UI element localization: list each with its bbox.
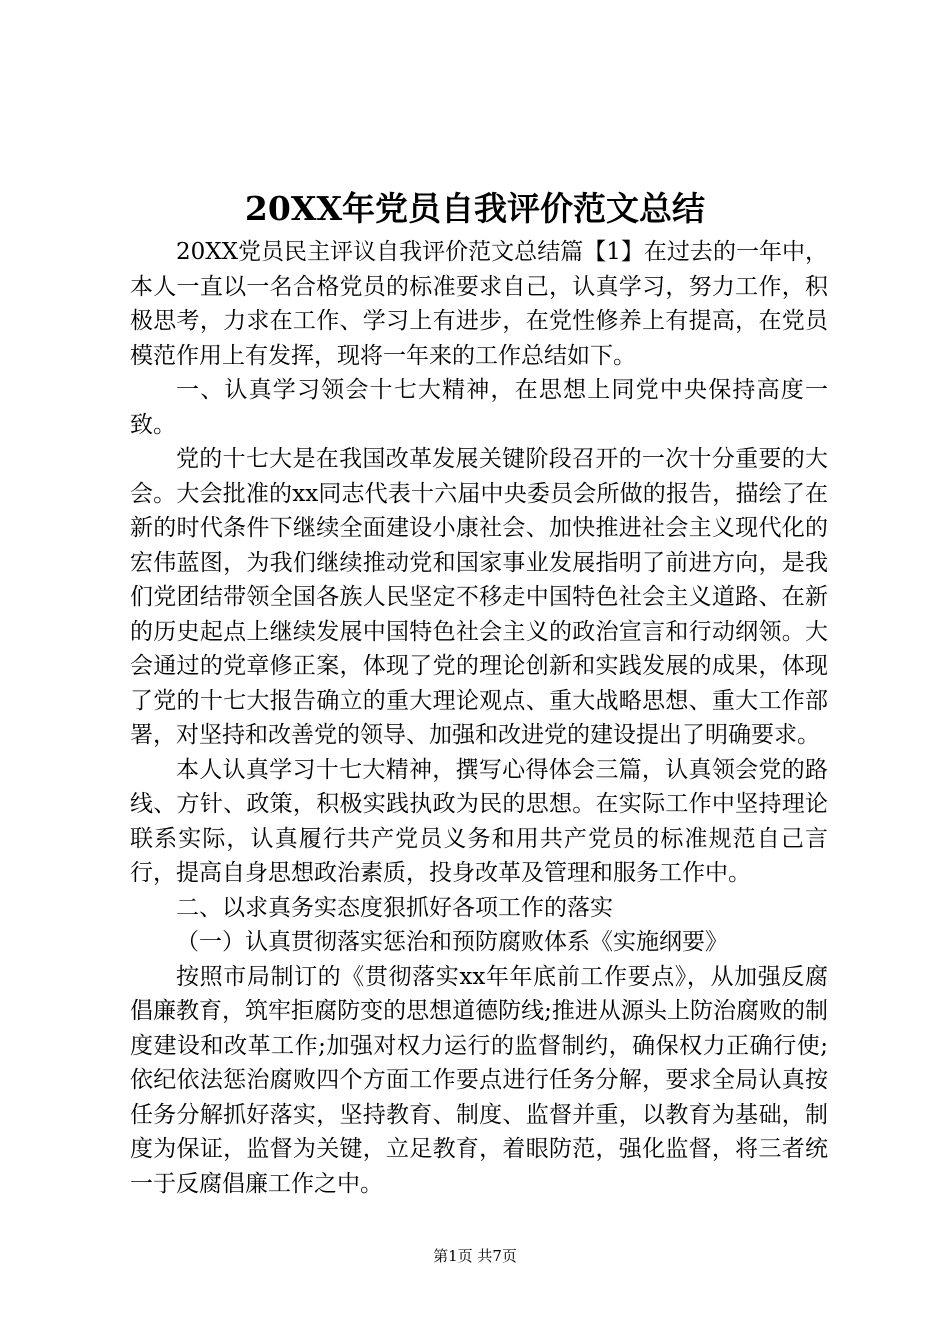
paragraph-heading-1: 一、认真学习领会十七大精神，在思想上同党中央保持高度一致。 bbox=[130, 377, 828, 438]
document-body bbox=[130, 235, 828, 1201]
paragraph-subheading-1: （一）认真贯彻落实惩治和预防腐败体系《实施纲要》 bbox=[176, 929, 728, 955]
paragraph-congress: 党的十七大是在我国改革发展关键阶段召开的一次十分重要的大会。大会批准的xx同志代表十六届中央委员会所做的报告，描绘了在新的时代条件下继续全面建设小康社会、加快推进社会主义现代化的宏伟蓝图，为我们继续推动党和国家事业发展指明了前进方向，是我们党团结带领全国各族人民坚定不移走中国特色社会主义道路、在新的历史起点上继续发展中国特色社会主义的政治宣言和行动纲领。大会通过的党章修正案，体现了党的理论创新和实践发展的成果，体现了党的十七大报告确立的重大理论观点、重大战略思想、重大工作部署，对坚持和改善党的领导、加强和改进党的建设提出了明确要求。 bbox=[130, 446, 828, 748]
paragraph-study: 本人认真学习十七大精神，撰写心得体会三篇，认真领会党的路线、方针、政策，积极实践执政为民的思想。在实际工作中坚持理论联系实际，认真履行共产党员义务和用共产党员的标准规范自己言行，提高自身思想政治素质，投身改革及管理和服务工作中。 bbox=[130, 756, 828, 886]
document-title: 20XX年党员自我评价范文总结 bbox=[244, 189, 706, 228]
paragraph-heading-2: 二、以求真务实态度狠抓好各项工作的落实 bbox=[176, 894, 613, 921]
paragraph-anticorruption: 按照市局制订的《贯彻落实xx年年底前工作要点》，从加强反腐倡廉教育，筑牢拒腐防变的思想道德防线;推进从源头上防治腐败的制度建设和改革工作;加强对权力运行的监督制约，确保权力正确行使;依纪依法惩治腐败四个方面工作要点进行任务分解，要求全局认真按任务分解抓好落实，坚持教育、制度、监督并重，以教育为基础，制度为保证，监督为关键，立足教育，着眼防范，强化监督，将三者统一于反腐倡廉工作之中。 bbox=[130, 963, 828, 1197]
paragraph-intro: 20XX党员民主评议自我评价范文总结篇【1】在过去的一年中，本人一直以一名合格党员的标准要求自己，认真学习，努力工作，积极思考，力求在工作、学习上有进步，在党性修养上有提高，在党员模范作用上有发挥，现将一年来的工作总结如下。 bbox=[130, 239, 828, 369]
page-number-footer: 第1页 共7页 bbox=[433, 1247, 517, 1265]
